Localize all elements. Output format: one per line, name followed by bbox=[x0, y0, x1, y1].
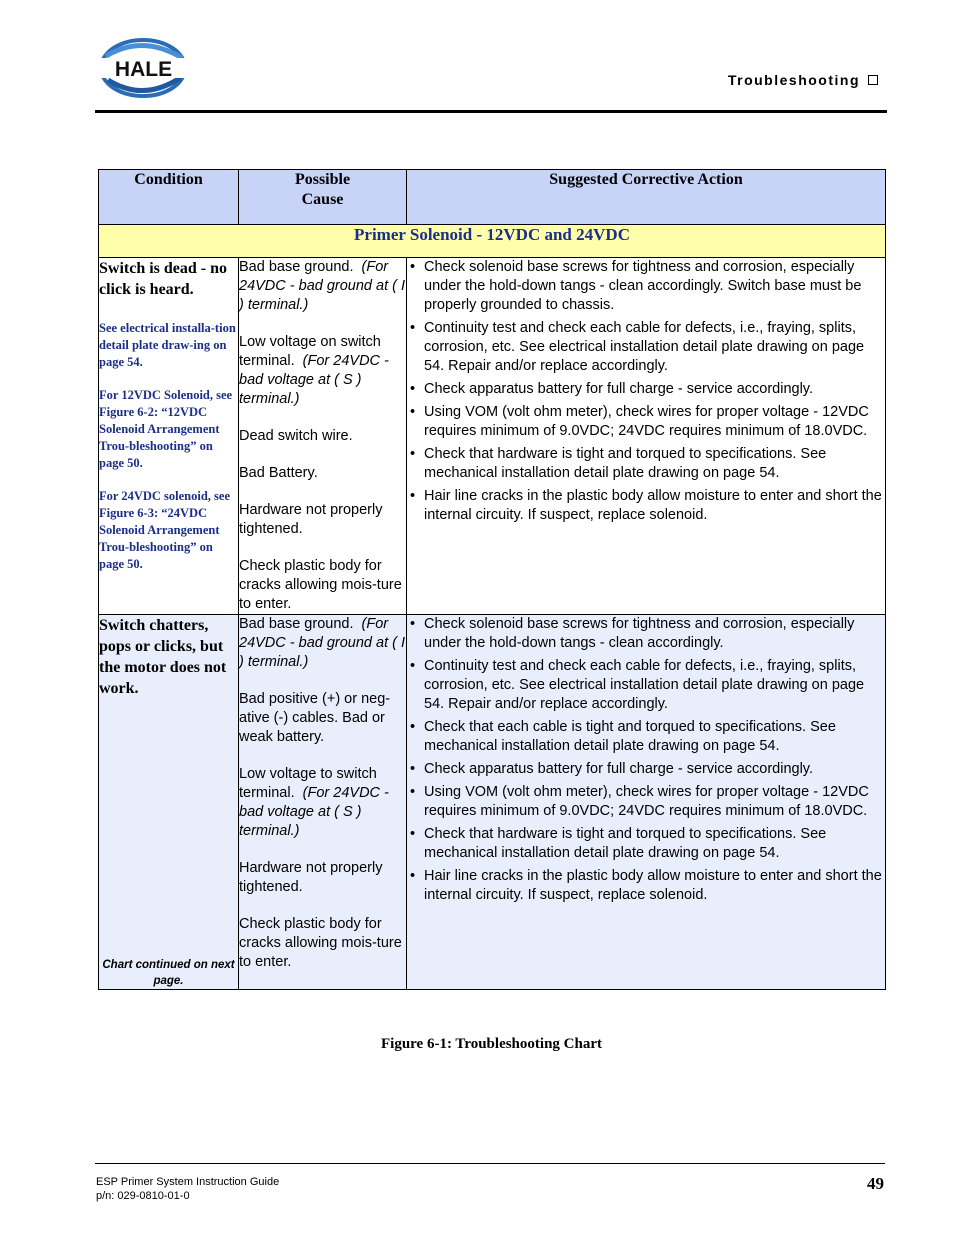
action-item: • Using VOM (volt ohm meter), check wires for proper voltage - 12VDC requires minimum of 9.0VDC; 24VDC requires minimum of 18.0VDC. bbox=[407, 403, 885, 441]
part-number: p/n: 029-0810-01-0 bbox=[96, 1190, 190, 1202]
action-item: • Check that hardware is tight and torqued to specifications. See mechanical installation detail plate drawing on page 54. bbox=[407, 825, 885, 863]
cause-item bbox=[239, 333, 406, 409]
guide-title: ESP Primer System Instruction Guide bbox=[96, 1176, 280, 1188]
action-item: • Using VOM (volt ohm meter), check wires for proper voltage - 12VDC requires minimum of 9.0VDC; 24VDC requires minimum of 18.0VDC. bbox=[407, 783, 885, 821]
cause-note: (For 24VDC - bad voltage at ( S ) terminal.) bbox=[239, 353, 389, 407]
cause-item bbox=[239, 501, 406, 539]
cause-text: Check plastic body for cracks allowing mois-ture to enter. bbox=[239, 558, 402, 612]
action-item: • Check solenoid base screws for tightness and corrosion, especially under the hold-down tangs - clean accordingly. bbox=[407, 615, 885, 653]
footer-rule bbox=[95, 1163, 885, 1164]
condition-title: Switch is dead - no click is heard. bbox=[99, 260, 228, 298]
table-row bbox=[99, 615, 886, 990]
square-bullet-icon bbox=[868, 75, 878, 85]
cause-text: Bad positive (+) or neg-ative (-) cables. Bad or weak battery. bbox=[239, 691, 391, 745]
action-item: • Check that each cable is tight and torqued to specifications. See mechanical installation detail plate drawing on page 54. bbox=[407, 718, 885, 756]
troubleshooting-table bbox=[98, 169, 886, 990]
cause-text: Low voltage to switch terminal. bbox=[239, 766, 377, 801]
action-list bbox=[407, 615, 885, 905]
cause-cell bbox=[239, 615, 407, 990]
cause-item bbox=[239, 615, 406, 672]
action-item: • Check solenoid base screws for tightness and corrosion, especially under the hold-down tangs - clean accordingly. Switch base must be properly grounded to chassis. bbox=[407, 258, 885, 315]
action-item: • Check apparatus battery for full charge - service accordingly. bbox=[407, 760, 885, 779]
section-row bbox=[99, 225, 886, 258]
table-header-row bbox=[99, 170, 886, 225]
action-item: • Continuity test and check each cable for defects, i.e., fraying, splits, corrosion, etc. See electrical installation detail plate drawing on page 54. Repair and/or replace accordingly. bbox=[407, 319, 885, 376]
section-title: Troubleshooting bbox=[727, 72, 860, 88]
cause-item bbox=[239, 258, 406, 315]
cause-text: Low voltage on switch terminal. bbox=[239, 334, 381, 369]
reference-note[interactable]: For 24VDC solenoid, see Figure 6-3: “24VDC Solenoid Arrangement Trou-bleshooting” on page 50. bbox=[99, 489, 231, 571]
header-cause-line2: Cause bbox=[301, 191, 344, 208]
action-cell bbox=[407, 615, 886, 990]
hale-logo bbox=[96, 36, 191, 100]
cause-note: (For 24VDC - bad ground at ( I ) terminal.) bbox=[239, 616, 406, 670]
cause-note: (For 24VDC - bad voltage at ( S ) terminal.) bbox=[239, 785, 389, 839]
header-condition: Condition bbox=[99, 170, 239, 225]
header-possible-cause bbox=[239, 170, 407, 225]
action-item: • Continuity test and check each cable for defects, i.e., fraying, splits, corrosion, etc. See electrical installation detail plate drawing on page 54. Repair and/or replace accordingly. bbox=[407, 657, 885, 714]
action-cell bbox=[407, 258, 886, 615]
action-item: • Hair line cracks in the plastic body allow moisture to enter and short the internal circuity. If suspect, replace solenoid. bbox=[407, 487, 885, 525]
page-number: 49 bbox=[867, 1174, 884, 1193]
cause-note: (For 24VDC - bad ground at ( I ) terminal.) bbox=[239, 259, 406, 313]
figure-caption: Figure 6-1: Troubleshooting Chart bbox=[381, 1036, 602, 1052]
action-item: • Check that hardware is tight and torqued to specifications. See mechanical installation detail plate drawing on page 54. bbox=[407, 445, 885, 483]
logo-wordmark: HALE bbox=[114, 58, 173, 81]
cause-text: Check plastic body for cracks allowing mois-ture to enter. bbox=[239, 916, 402, 970]
reference-note[interactable]: For 12VDC Solenoid, see Figure 6-2: “12VDC Solenoid Arrangement Trou-bleshooting” on page 50. bbox=[99, 388, 233, 470]
cause-item bbox=[239, 557, 406, 614]
cause-item bbox=[239, 690, 406, 747]
section-title-cell: Primer Solenoid - 12VDC and 24VDC bbox=[99, 225, 886, 258]
action-list bbox=[407, 258, 885, 525]
chart-continued-note: Chart continued on next page. bbox=[102, 959, 235, 987]
cause-item bbox=[239, 464, 406, 483]
condition-cell bbox=[99, 258, 239, 615]
table-row bbox=[99, 258, 886, 615]
cause-text: Bad base ground. bbox=[239, 259, 354, 275]
cause-text: Hardware not properly tightened. bbox=[239, 860, 383, 895]
reference-note[interactable]: See electrical installa-tion detail plate draw-ing on page 54. bbox=[99, 321, 236, 369]
cause-text: Hardware not properly tightened. bbox=[239, 502, 383, 537]
header-rule bbox=[95, 110, 887, 113]
action-item: • Hair line cracks in the plastic body allow moisture to enter and short the internal circuity. If suspect, replace solenoid. bbox=[407, 867, 885, 905]
action-item: • Check apparatus battery for full charge - service accordingly. bbox=[407, 380, 885, 399]
cause-item bbox=[239, 859, 406, 897]
cause-cell bbox=[239, 258, 407, 615]
header-cause-line1: Possible bbox=[294, 171, 351, 188]
hale-logo-graphic bbox=[96, 36, 191, 100]
cause-item bbox=[239, 427, 406, 446]
condition-cell bbox=[99, 615, 239, 990]
cause-item bbox=[239, 915, 406, 972]
condition-title: Switch chatters, pops or clicks, but the motor does not work. bbox=[99, 617, 227, 697]
cause-text: Dead switch wire. bbox=[239, 428, 353, 444]
header-corrective-action: Suggested Corrective Action bbox=[407, 170, 886, 225]
cause-text: Bad Battery. bbox=[239, 465, 318, 481]
cause-item bbox=[239, 765, 406, 841]
footer-info bbox=[96, 1175, 279, 1203]
cause-text: Bad base ground. bbox=[239, 616, 354, 632]
